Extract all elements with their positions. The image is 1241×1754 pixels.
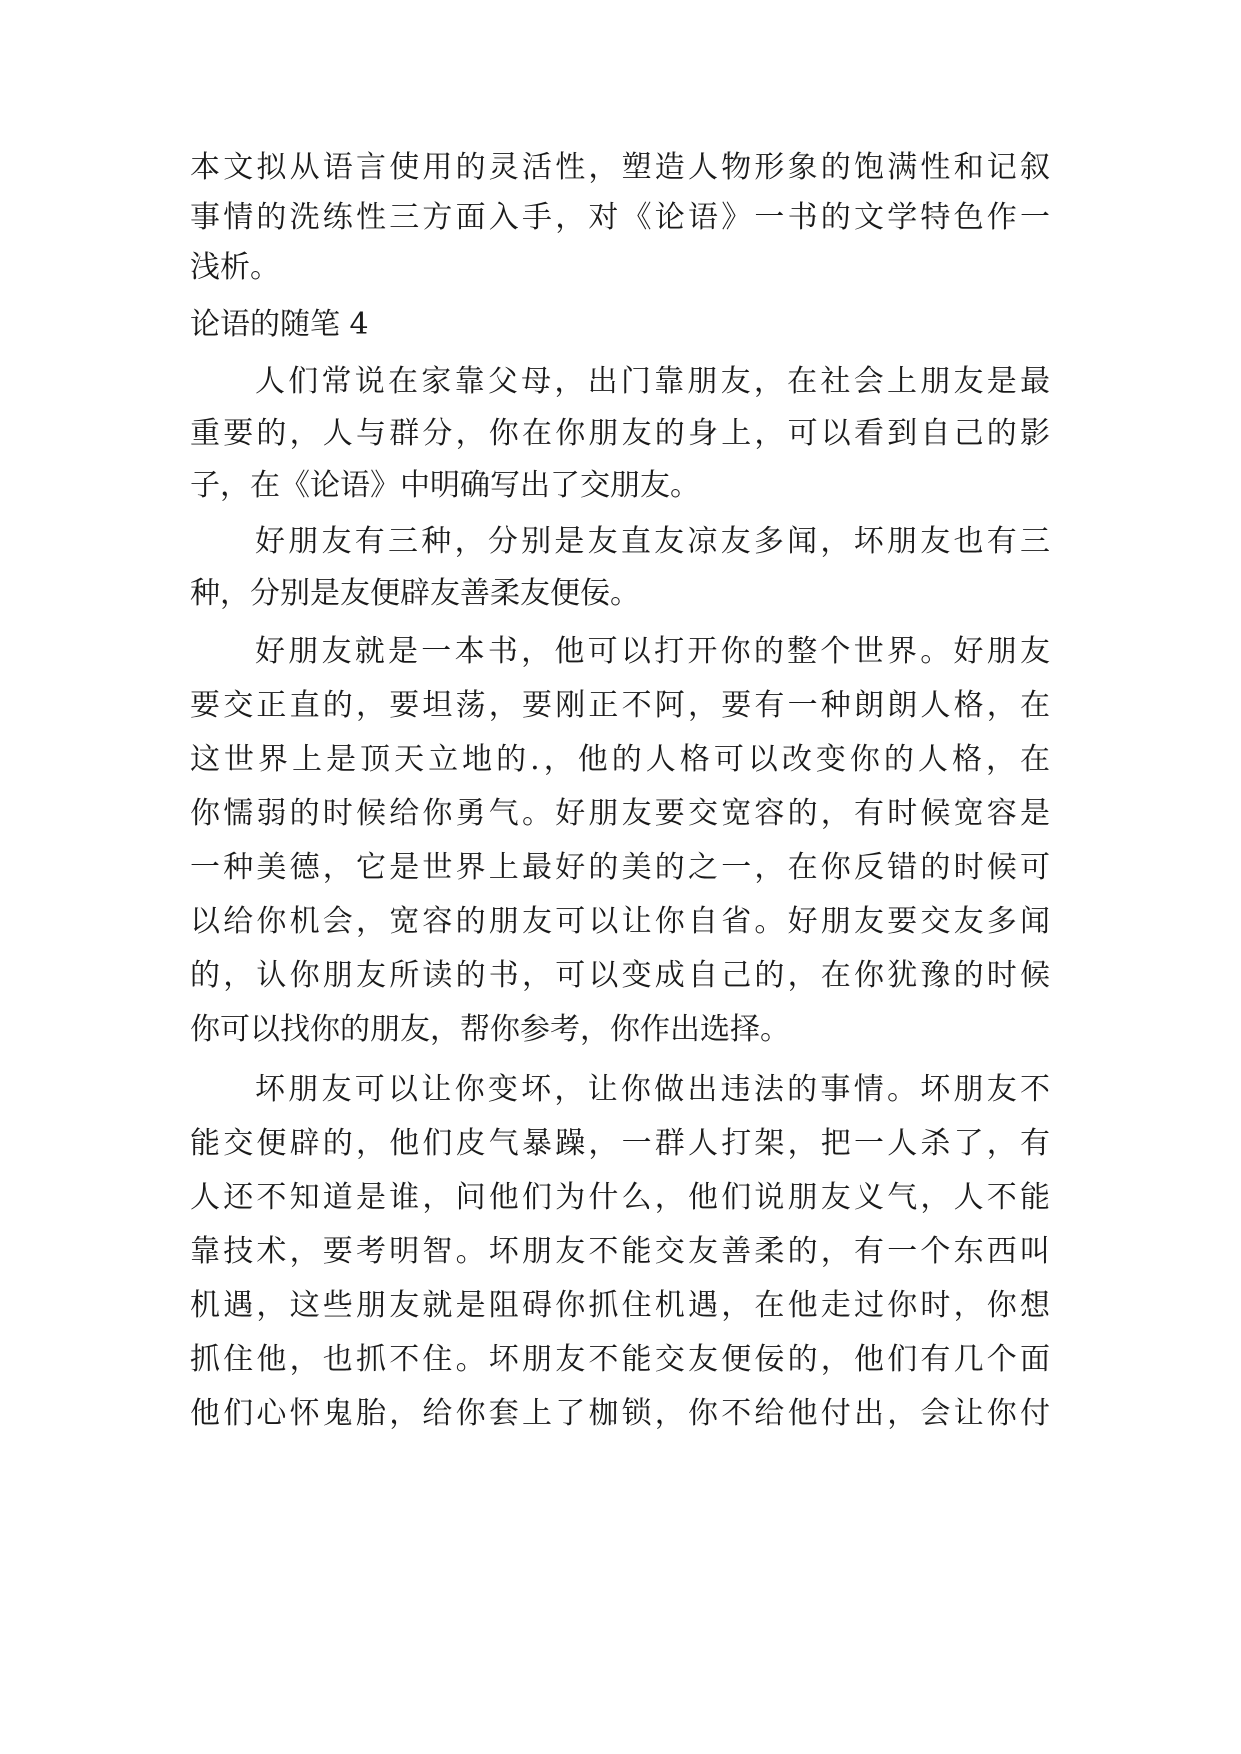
intro-line-3: 浅析。 xyxy=(190,250,280,285)
paragraph-4-line-4: 靠技术，要考明智。坏朋友不能交友善柔的，有一个东西叫 xyxy=(190,1234,1050,1269)
paragraph-3-line-1: 好朋友就是一本书，他可以打开你的整个世界。好朋友 xyxy=(255,634,1050,669)
paragraph-3-line-2: 要交正直的，要坦荡，要刚正不阿，要有一种朗朗人格，在 xyxy=(190,688,1050,723)
intro-line-2: 事情的洗练性三方面入手，对《论语》一书的文学特色作一 xyxy=(190,200,1050,235)
paragraph-3-line-7: 的，认你朋友所读的书，可以变成自己的，在你犹豫的时候 xyxy=(190,958,1050,993)
paragraph-4-line-7: 他们心怀鬼胎，给你套上了枷锁，你不给他付出，会让你付 xyxy=(190,1396,1050,1431)
paragraph-1-line-1: 人们常说在家靠父母，出门靠朋友，在社会上朋友是最 xyxy=(255,364,1050,399)
paragraph-2-line-1: 好朋友有三种，分别是友直友凉友多闻，坏朋友也有三 xyxy=(255,524,1050,559)
paragraph-3-line-5: 一种美德，它是世界上最好的美的之一，在你反错的时候可 xyxy=(190,850,1050,885)
paragraph-4-line-6: 抓住他，也抓不住。坏朋友不能交友便佞的，他们有几个面 xyxy=(190,1342,1050,1377)
paragraph-1-line-3: 子，在《论语》中明确写出了交朋友。 xyxy=(190,468,700,503)
section-title: 论语的随笔 4 xyxy=(190,307,369,342)
paragraph-4-line-2: 能交便辟的，他们皮气暴躁，一群人打架，把一人杀了，有 xyxy=(190,1126,1050,1161)
paragraph-3-line-4: 你懦弱的时候给你勇气。好朋友要交宽容的，有时候宽容是 xyxy=(190,796,1050,831)
paragraph-4-line-5: 机遇，这些朋友就是阻碍你抓住机遇，在他走过你时，你想 xyxy=(190,1288,1050,1323)
paragraph-3-line-8: 你可以找你的朋友，帮你参考，你作出选择。 xyxy=(190,1012,790,1047)
paragraph-1-line-2: 重要的，人与群分，你在你朋友的身上，可以看到自己的影 xyxy=(190,416,1050,451)
paragraph-3-line-6: 以给你机会，宽容的朋友可以让你自省。好朋友要交友多闻 xyxy=(190,904,1050,939)
paragraph-3-line-3: 这世界上是顶天立地的.，他的人格可以改变你的人格，在 xyxy=(190,742,1050,777)
paragraph-4-line-3: 人还不知道是谁，问他们为什么，他们说朋友义气，人不能 xyxy=(190,1180,1050,1215)
paragraph-2-line-2: 种，分别是友便辟友善柔友便佞。 xyxy=(190,576,640,611)
paragraph-4-line-1: 坏朋友可以让你变坏，让你做出违法的事情。坏朋友不 xyxy=(255,1072,1050,1107)
intro-line-1: 本文拟从语言使用的灵活性，塑造人物形象的饱满性和记叙 xyxy=(190,150,1050,185)
